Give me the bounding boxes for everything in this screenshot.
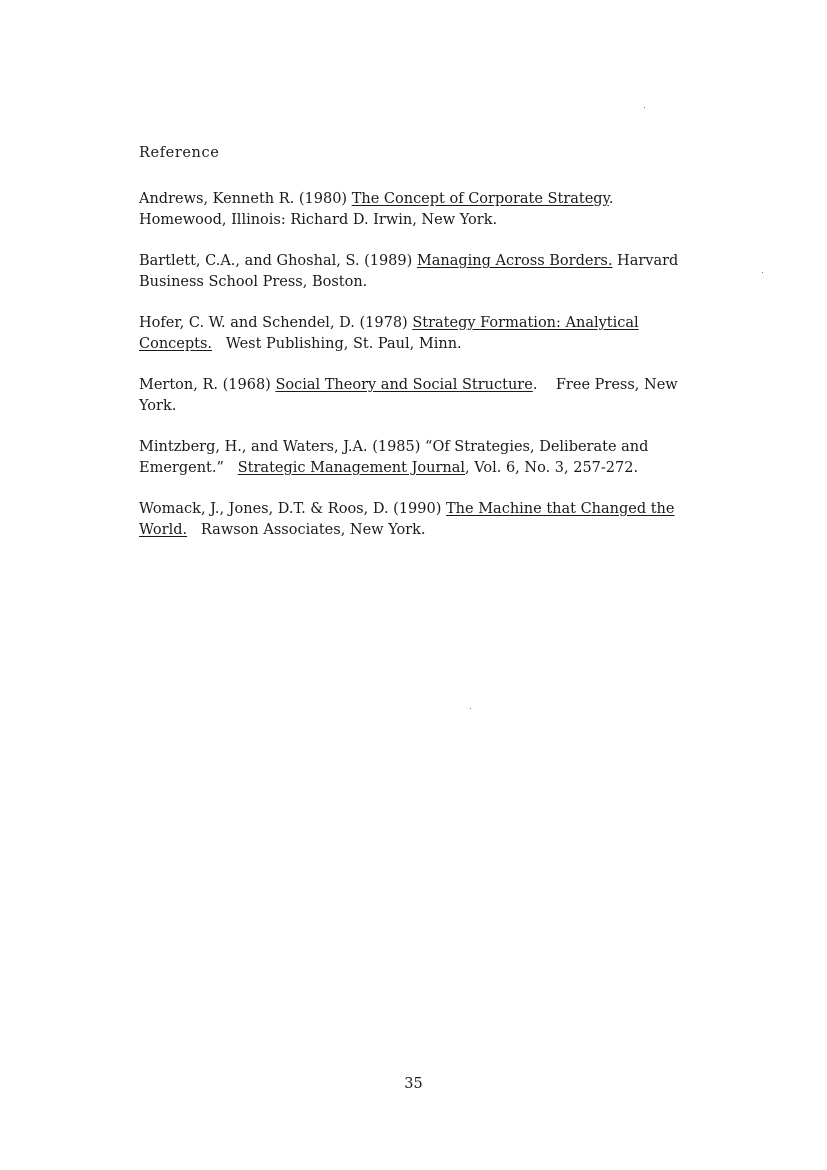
scan-speck: [644, 107, 645, 108]
reference-entry-merton: [139, 375, 739, 417]
reference-title: Managing Across Borders.: [416, 253, 613, 269]
reference-text: Emergent.”: [139, 460, 238, 476]
reference-entry-andrews: [139, 189, 739, 231]
reference-text: .: [608, 191, 614, 207]
reference-line: Business School Press, Boston.: [139, 274, 368, 290]
reference-title: Social Theory and Social Structure: [275, 377, 533, 393]
reference-entry-womack: [139, 499, 739, 541]
reference-author-year: Bartlett, C.A., and Ghoshal, S. (1989): [139, 253, 417, 269]
reference-line: [139, 313, 739, 334]
reference-line: [139, 499, 739, 520]
reference-line: [139, 251, 739, 272]
reference-line: [139, 520, 739, 541]
reference-author-year: Andrews, Kenneth R. (1980): [139, 191, 352, 207]
reference-author-year: Merton, R. (1968): [139, 377, 276, 393]
reference-title: The Concept of Corporate Strategy: [351, 191, 609, 207]
reference-line: York.: [139, 398, 177, 414]
reference-text: West Publishing, St. Paul, Minn.: [212, 336, 462, 352]
scan-speck: [762, 272, 763, 273]
reference-title: World.: [139, 522, 188, 538]
reference-entry-hofer: [139, 313, 739, 355]
reference-text: , Vol. 6, No. 3, 257-272.: [465, 460, 639, 476]
reference-heading: Reference: [139, 145, 220, 161]
reference-line: [139, 375, 739, 396]
reference-line: [139, 334, 739, 355]
reference-journal: Strategic Management Journal: [237, 460, 466, 476]
reference-entry-bartlett: [139, 251, 739, 293]
reference-author-year: Hofer, C. W. and Schendel, D. (1978): [139, 315, 413, 331]
reference-text: . Free Press, New: [532, 377, 678, 393]
reference-title: The Machine that Changed the: [446, 501, 675, 517]
reference-entry-mintzberg: [139, 437, 739, 479]
page-number: 35: [404, 1076, 423, 1092]
scan-speck: [470, 708, 471, 709]
reference-line: Homewood, Illinois: Richard D. Irwin, New York.: [139, 212, 498, 228]
reference-text: Harvard: [612, 253, 679, 269]
reference-title: Strategy Formation: Analytical: [412, 315, 639, 331]
reference-line: [139, 458, 739, 479]
reference-author-year: Womack, J., Jones, D.T. & Roos, D. (1990): [139, 501, 446, 517]
reference-text: Rawson Associates, New York.: [187, 522, 426, 538]
reference-line: [139, 189, 739, 210]
reference-list: [139, 189, 739, 561]
reference-title: Concepts.: [139, 336, 213, 352]
reference-line: Mintzberg, H., and Waters, J.A. (1985) “Of Strategies, Deliberate and: [139, 439, 649, 455]
